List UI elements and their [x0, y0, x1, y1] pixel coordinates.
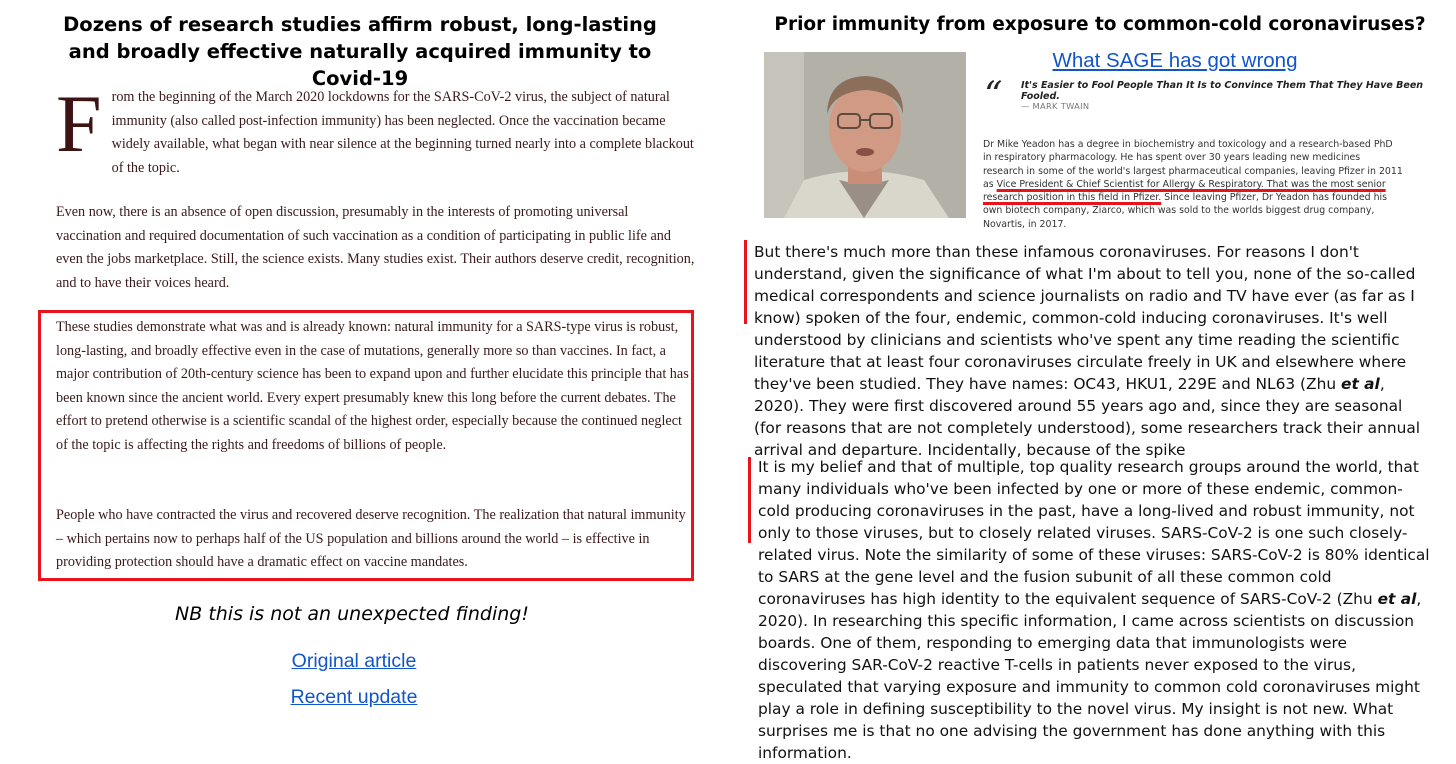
rpara1-text-a: But there's much more than these infamous coronaviruses. For reasons I don't understand, given the significance of what I'm about to tell you, none of the so-called medical correspondents and science journalists on radio and TV have ever (as far as I know) spoken of the four, endemic, common-cold inducing coronaviruses. It's well understood by clinicians and scientists who've spent any time reading the scientific literature that at least four coronaviruses circulate freely in UK and elsewhere where they've been studied. They have names: OC43, HKU1, 229E and NL63 (Zhu — [754, 243, 1416, 393]
twain-quote: It's Easier to Fool People Than It Is to Convince Them That They Have Been Fooled. — [1021, 80, 1424, 102]
paragraph-1-text: rom the beginning of the March 2020 lockdowns for the SARS-CoV-2 virus, the subject of natural immunity (also called post-infection immunity) has been neglected. Once the vaccination became widely available, what began with near silence at the beginning turned nearly into a complete blackout of the topic. — [111, 89, 694, 176]
article-paragraph-1 — [56, 78, 696, 180]
recent-update-link-wrap — [40, 686, 668, 709]
rpara1-text-b: , 2020). They were first discovered around 55 years ago and, since they are seasonal (for reasons that are not completely understood), some researchers track their annual arrival and departure. Incidentally, because of the spike — [754, 375, 1421, 459]
twain-author: — MARK TWAIN — [1021, 101, 1090, 111]
recent-update-link[interactable]: Recent update — [290, 686, 418, 708]
bio-underlined: Vice President & Chief Scientist for Allergy & Respiratory. That was the most senior research position in this field in Pfizer. — [983, 178, 1386, 204]
original-article-link[interactable]: Original article — [291, 650, 417, 672]
sage-link-wrap — [980, 49, 1370, 73]
nb-note: NB this is not an unexpected finding! — [175, 603, 529, 625]
rpara2-text-b: , 2020). In researching this specific information, I came across scientists on discussion boards. One of them, responding to emerging data that immunologists were discovering SAR-CoV-2 reactive T-cells in patients never exposed to the virus, speculated that varying exposure and immunity to common cold coronaviruses might play a role in defining susceptibility to the novel virus. My insight is not new. What surprises me is that no one advising the government has done anything with this information. — [758, 590, 1422, 762]
et-al-1: et al — [1341, 375, 1380, 393]
rpara2-text-a: It is my belief and that of multiple, top quality research groups around the world, that many individuals who've been infected by one or more of these endemic, common-cold producing coronaviruses in the past, have a long-lived and robust immunity, not only to those viruses, but to closely related viruses. SARS-CoV-2 is one such closely-related virus. Note the similarity of some of these viruses: SARS-CoV-2 is 80% identical to SARS at the gene level and the fusion subunit of all these common cold coronaviruses has high identity to the equivalent sequence of SARS-CoV-2 (Zhu — [758, 458, 1430, 608]
bio-text-2: Since leaving Pfizer, Dr Yeadon has founded his own biotech company, Ziarco, which was sold to the worlds biggest drug company, Novartis, in 2017. — [983, 192, 1388, 230]
bio-text-1: Dr Mike Yeadon has a degree in biochemistry and toxicology and a research-based PhD in respiratory pharmacology. He has spent over 30 years leading new medicines research in some of the world's largest pharmaceutical companies, leaving Pfizer in 2011 as — [983, 139, 1403, 190]
red-margin-bar-2 — [748, 457, 751, 543]
right-title: Prior immunity from exposure to common-cold coronaviruses? — [774, 14, 1426, 35]
right-paragraph-2 — [758, 456, 1434, 764]
drop-cap: F — [56, 78, 102, 169]
et-al-2: et al — [1377, 590, 1417, 608]
sage-link[interactable]: What SAGE has got wrong — [1052, 49, 1298, 72]
right-paragraph-1 — [754, 241, 1434, 461]
quote-mark-icon: “ — [984, 75, 1003, 116]
article-paragraph-3: These studies demonstrate what was and is already known: natural immunity for a SARS-type virus is robust, long-lasting, and broadly effective even in the case of mutations, generally more so than vaccines. In fact, a major contribution of 20th-century science has been to expand upon and further elucidate this principle that has been known since the ancient world. Every expert presumably knew this long before the current debates. The effort to pretend otherwise is a scientific scandal of the highest order, especially because the continued neglect of the topic is affecting the rights and freedoms of billions of people. — [56, 319, 689, 453]
article-paragraph-2: Even now, there is an absence of open discussion, presumably in the interests of promoting universal vaccination and required documentation of such vaccination as a condition of participating in public life and even the jobs marketplace. Still, the science exists. Many studies exist. Their authors deserve credit, recognition, and to have their voices heard. — [56, 204, 695, 291]
yeadon-bio — [983, 138, 1403, 231]
original-article-link-wrap — [40, 650, 668, 673]
red-margin-bar-1 — [744, 240, 747, 324]
portrait-illustration — [764, 52, 966, 218]
left-title: Dozens of research studies affirm robust, long-lasting and broadly effective naturally acquired immunity to Covid-19 — [63, 13, 657, 90]
article-paragraph-4: People who have contracted the virus and recovered deserve recognition. The realization that natural immunity – which pertains now to perhaps half of the US population and billions around the world – is effective in providing protection should have a dramatic effect on vaccine mandates. — [56, 507, 686, 570]
portrait-photo — [764, 52, 966, 218]
